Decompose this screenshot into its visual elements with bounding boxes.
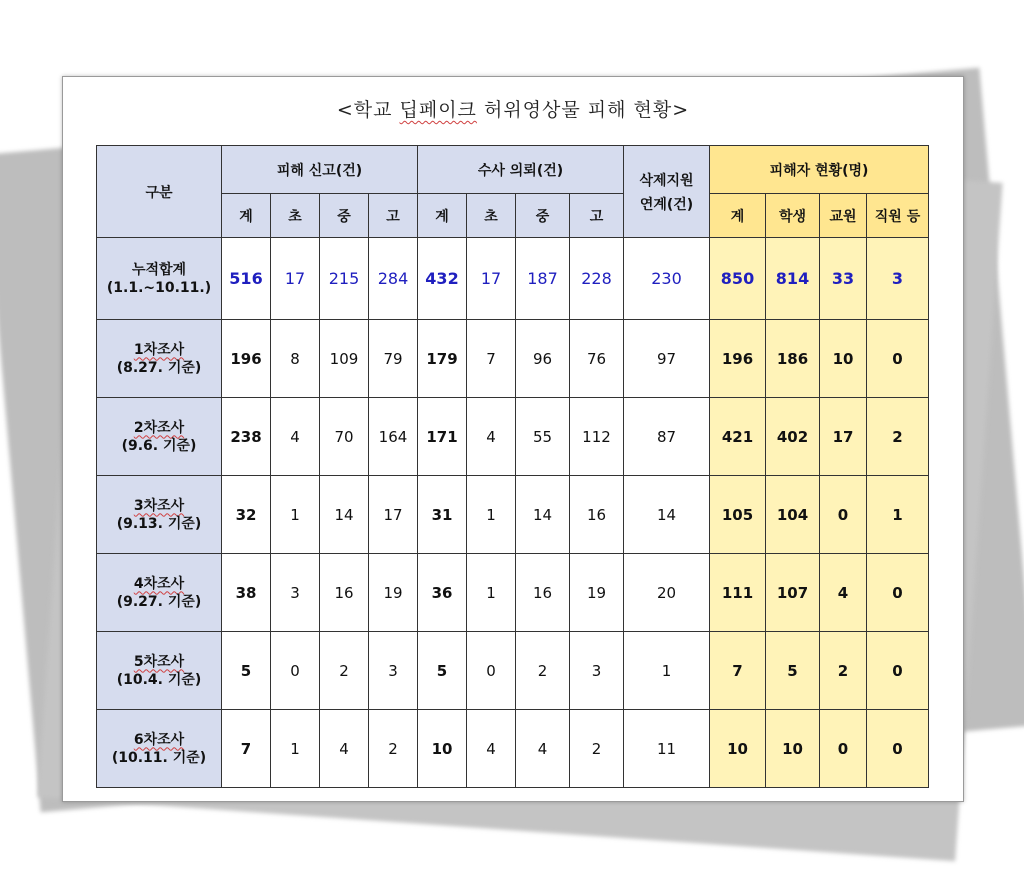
subheader-staff: 직원 등 — [867, 194, 929, 238]
report-cell: 1 — [271, 710, 320, 788]
subheader-middle: 중 — [320, 194, 369, 238]
subheader-total: 계 — [418, 194, 467, 238]
report-cell: 4 — [271, 398, 320, 476]
report-cell: 79 — [369, 320, 418, 398]
subheader-elementary: 초 — [467, 194, 516, 238]
victim-cell: 0 — [867, 632, 929, 710]
report-cell: 19 — [369, 554, 418, 632]
subheader-high: 고 — [570, 194, 624, 238]
victim-cell: 33 — [820, 238, 867, 320]
investigation-cell: 187 — [516, 238, 570, 320]
subheader-middle: 중 — [516, 194, 570, 238]
report-cell: 14 — [320, 476, 369, 554]
investigation-cell: 112 — [570, 398, 624, 476]
victim-cell: 850 — [710, 238, 766, 320]
deletion-cell: 1 — [624, 632, 710, 710]
victim-cell: 2 — [820, 632, 867, 710]
investigation-cell: 0 — [467, 632, 516, 710]
victim-cell: 10 — [820, 320, 867, 398]
investigation-cell: 1 — [467, 554, 516, 632]
header-deletion: 삭제지원 연계(건) — [624, 146, 710, 238]
investigation-cell: 171 — [418, 398, 467, 476]
report-cell: 17 — [271, 238, 320, 320]
victim-cell: 186 — [766, 320, 820, 398]
damage-status-table — [96, 145, 929, 788]
victim-cell: 2 — [867, 398, 929, 476]
victim-cell: 17 — [820, 398, 867, 476]
row-label: 4차조사 (9.27. 기준) — [97, 554, 222, 632]
header-victims: 피해자 현황(명) — [710, 146, 929, 194]
report-cell: 0 — [271, 632, 320, 710]
victim-cell: 814 — [766, 238, 820, 320]
investigation-cell: 55 — [516, 398, 570, 476]
investigation-cell: 3 — [570, 632, 624, 710]
row-label: 누적합계 (1.1.~10.11.) — [97, 238, 222, 320]
victim-cell: 0 — [820, 710, 867, 788]
report-cell: 38 — [222, 554, 271, 632]
report-cell: 4 — [320, 710, 369, 788]
victim-cell: 10 — [766, 710, 820, 788]
investigation-cell: 2 — [570, 710, 624, 788]
row-label: 2차조사 (9.6. 기준) — [97, 398, 222, 476]
investigation-cell: 16 — [516, 554, 570, 632]
report-cell: 284 — [369, 238, 418, 320]
report-cell: 2 — [320, 632, 369, 710]
victim-cell: 3 — [867, 238, 929, 320]
victim-cell: 1 — [867, 476, 929, 554]
report-cell: 3 — [271, 554, 320, 632]
investigation-cell: 17 — [467, 238, 516, 320]
table-row — [97, 320, 929, 398]
header-report: 피해 신고(건) — [222, 146, 418, 194]
table-row — [97, 238, 929, 320]
deletion-cell: 14 — [624, 476, 710, 554]
subheader-elementary: 초 — [271, 194, 320, 238]
row-label: 6차조사 (10.11. 기준) — [97, 710, 222, 788]
investigation-cell: 179 — [418, 320, 467, 398]
investigation-cell: 4 — [467, 398, 516, 476]
investigation-cell: 76 — [570, 320, 624, 398]
report-cell: 70 — [320, 398, 369, 476]
report-cell: 2 — [369, 710, 418, 788]
table-row — [97, 710, 929, 788]
deletion-cell: 20 — [624, 554, 710, 632]
victim-cell: 0 — [867, 554, 929, 632]
report-cell: 215 — [320, 238, 369, 320]
report-cell: 1 — [271, 476, 320, 554]
victim-cell: 10 — [710, 710, 766, 788]
investigation-cell: 4 — [516, 710, 570, 788]
investigation-cell: 10 — [418, 710, 467, 788]
report-cell: 516 — [222, 238, 271, 320]
deletion-cell: 87 — [624, 398, 710, 476]
report-cell: 8 — [271, 320, 320, 398]
victim-cell: 105 — [710, 476, 766, 554]
investigation-cell: 19 — [570, 554, 624, 632]
investigation-cell: 31 — [418, 476, 467, 554]
investigation-cell: 14 — [516, 476, 570, 554]
victim-cell: 402 — [766, 398, 820, 476]
subheader-student: 학생 — [766, 194, 820, 238]
header-category: 구분 — [97, 146, 222, 238]
row-label: 3차조사 (9.13. 기준) — [97, 476, 222, 554]
victim-cell: 0 — [867, 320, 929, 398]
report-cell: 3 — [369, 632, 418, 710]
subheader-teacher: 교원 — [820, 194, 867, 238]
victim-cell: 0 — [820, 476, 867, 554]
investigation-cell: 4 — [467, 710, 516, 788]
investigation-cell: 96 — [516, 320, 570, 398]
victim-cell: 104 — [766, 476, 820, 554]
row-label: 5차조사 (10.4. 기준) — [97, 632, 222, 710]
victim-cell: 0 — [867, 710, 929, 788]
victim-cell: 111 — [710, 554, 766, 632]
report-cell: 109 — [320, 320, 369, 398]
report-cell: 7 — [222, 710, 271, 788]
report-cell: 17 — [369, 476, 418, 554]
victim-cell: 7 — [710, 632, 766, 710]
table-body — [97, 238, 929, 788]
table-row — [97, 398, 929, 476]
table-row — [97, 476, 929, 554]
deletion-cell: 97 — [624, 320, 710, 398]
subheader-total: 계 — [710, 194, 766, 238]
investigation-cell: 228 — [570, 238, 624, 320]
investigation-cell: 2 — [516, 632, 570, 710]
page-title: <학교 딥페이크 허위영상물 피해 현황> — [336, 99, 690, 121]
report-cell: 164 — [369, 398, 418, 476]
victim-cell: 421 — [710, 398, 766, 476]
table-row — [97, 554, 929, 632]
subheader-high: 고 — [369, 194, 418, 238]
victim-cell: 196 — [710, 320, 766, 398]
report-cell: 238 — [222, 398, 271, 476]
victim-cell: 5 — [766, 632, 820, 710]
investigation-cell: 432 — [418, 238, 467, 320]
report-cell: 5 — [222, 632, 271, 710]
table-row — [97, 632, 929, 710]
subheader-total: 계 — [222, 194, 271, 238]
header-investigation: 수사 의뢰(건) — [418, 146, 624, 194]
investigation-cell: 1 — [467, 476, 516, 554]
row-label: 1차조사 (8.27. 기준) — [97, 320, 222, 398]
report-cell: 32 — [222, 476, 271, 554]
report-cell: 196 — [222, 320, 271, 398]
victim-cell: 4 — [820, 554, 867, 632]
investigation-cell: 7 — [467, 320, 516, 398]
document-sheet — [62, 76, 964, 802]
deletion-cell: 11 — [624, 710, 710, 788]
investigation-cell: 36 — [418, 554, 467, 632]
investigation-cell: 16 — [570, 476, 624, 554]
deletion-cell: 230 — [624, 238, 710, 320]
victim-cell: 107 — [766, 554, 820, 632]
investigation-cell: 5 — [418, 632, 467, 710]
report-cell: 16 — [320, 554, 369, 632]
